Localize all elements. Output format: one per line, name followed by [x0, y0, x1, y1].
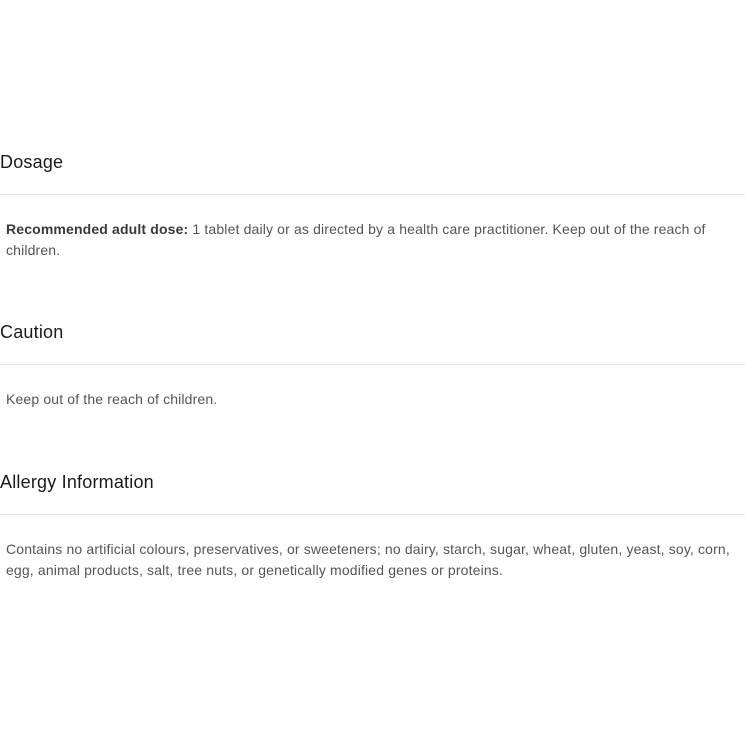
allergy-section: [0, 470, 745, 581]
allergy-text: Contains no artificial colours, preservatives, or sweeteners; no dairy, starch, sugar, wheat, gluten, yeast, soy, corn, egg, animal products, salt, tree nuts, or genetically modified genes or proteins.: [6, 541, 730, 578]
caution-section: [0, 320, 745, 410]
dosage-text: [0, 219, 745, 261]
caution-heading: Caution: [0, 322, 64, 342]
caution-text: Keep out of the reach of children.: [6, 391, 218, 407]
dosage-lead: Recommended adult dose:: [6, 221, 189, 237]
dosage-section: [0, 150, 745, 261]
dosage-body: 1 tablet daily or as directed by a health care practitioner. Keep out of the reach of children.: [6, 221, 706, 258]
allergy-heading: Allergy Information: [0, 472, 154, 492]
dosage-heading: Dosage: [0, 152, 64, 172]
allergy-divider: [0, 514, 745, 515]
dosage-divider: [0, 194, 745, 195]
caution-divider: [0, 364, 745, 365]
